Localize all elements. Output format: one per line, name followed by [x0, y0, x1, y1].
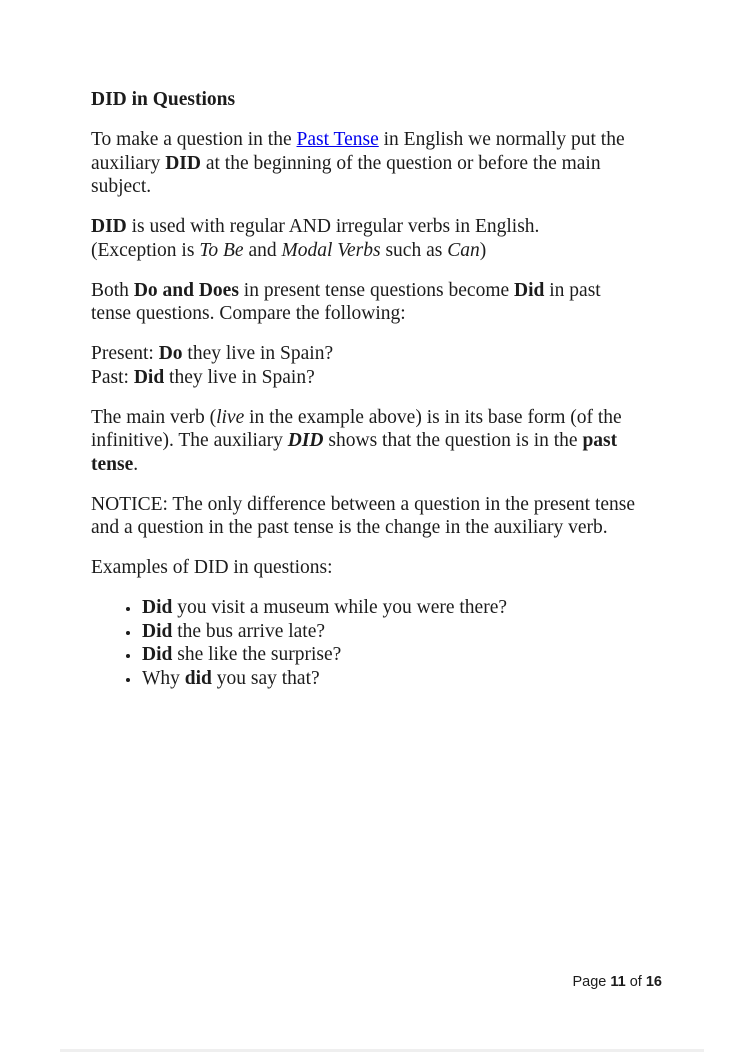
bold-run: did	[184, 667, 212, 689]
bullet-icon	[126, 631, 130, 635]
bold-run: tense	[91, 453, 134, 475]
paragraph-usage	[91, 215, 666, 262]
italic-run: Modal Verbs	[281, 239, 381, 261]
text-run: tense questions. Compare the following:	[91, 303, 406, 324]
examples-list	[91, 596, 666, 690]
text-run: (Exception is	[91, 239, 200, 261]
bold-run: Did	[142, 597, 173, 618]
bullet-icon	[126, 654, 130, 658]
bold-run: Did	[133, 366, 165, 388]
text-run: Why	[142, 667, 185, 689]
bold-run: Did	[142, 644, 173, 665]
text-run: at the beginning of the question or before the main	[200, 152, 601, 174]
text-run: Present:	[91, 343, 159, 364]
text-run: in English we normally put the	[378, 129, 625, 150]
paragraph-compare	[91, 279, 666, 326]
list-item	[91, 620, 666, 644]
text-run: such as	[380, 239, 448, 261]
text-run: .	[133, 453, 139, 475]
bold-run: DID	[91, 216, 127, 237]
document-content	[91, 88, 666, 690]
text-run: you visit a museum while you were there?	[172, 597, 508, 618]
text-run: To make a question in the	[91, 129, 297, 150]
page-number-current: 11	[610, 974, 626, 990]
page-number-total: 16	[645, 974, 662, 990]
text-run: they live in Spain?	[182, 343, 334, 364]
italic-run: Can	[447, 239, 480, 261]
text-run: is used with regular AND irregular verbs in English.	[126, 216, 540, 237]
text-run: the bus arrive late?	[172, 620, 326, 642]
text-run: Both	[91, 279, 134, 301]
page-number-footer	[572, 973, 662, 991]
text-run: she like the surprise?	[172, 644, 342, 665]
bold-run: Do and Does	[133, 279, 239, 301]
page-title: DID in Questions	[91, 89, 236, 110]
text-run: you say that?	[211, 667, 320, 689]
text-run: infinitive). The auxiliary	[91, 430, 288, 451]
paragraph-intro	[91, 128, 666, 199]
examples-heading	[91, 556, 666, 580]
bullet-icon	[126, 678, 130, 682]
text-run: they live in Spain?	[164, 366, 315, 388]
text-run: in present tense questions become	[238, 279, 515, 301]
bold-run: Did	[514, 279, 545, 301]
text-run: Examples of DID in questions:	[91, 557, 333, 578]
text-run: in past	[544, 279, 601, 301]
bold-run: Did	[142, 620, 173, 642]
paragraph-present-past	[91, 342, 666, 389]
text-run: The main verb (	[91, 406, 217, 428]
list-item	[91, 667, 666, 691]
text-run: shows that the question is in the	[323, 430, 583, 451]
bullet-icon	[126, 607, 130, 611]
bold-italic-run: DID	[287, 430, 324, 451]
list-item	[91, 596, 666, 620]
text-run: and	[243, 239, 282, 261]
text-run: )	[479, 239, 487, 261]
text-run: of	[625, 974, 646, 990]
paragraph-main-verb	[91, 406, 666, 477]
text-run: subject.	[91, 176, 152, 197]
bold-run: past	[582, 430, 618, 451]
paragraph-notice	[91, 493, 666, 540]
italic-run: live	[216, 406, 245, 428]
past-tense-link[interactable]: Past Tense	[296, 129, 379, 150]
text-run: Past:	[91, 366, 134, 388]
text-run: and a question in the past tense is the change in the auxiliary verb.	[91, 517, 608, 538]
text-run: in the example above) is in its base form (of the	[244, 406, 622, 428]
text-run: Page	[572, 974, 611, 990]
list-item	[91, 643, 666, 667]
italic-run: To Be	[199, 239, 244, 261]
text-run: auxiliary	[91, 152, 166, 174]
bold-run: Do	[158, 343, 183, 364]
bold-run: DID	[165, 152, 201, 174]
text-run: NOTICE: The only difference between a question in the present tense	[91, 493, 636, 515]
